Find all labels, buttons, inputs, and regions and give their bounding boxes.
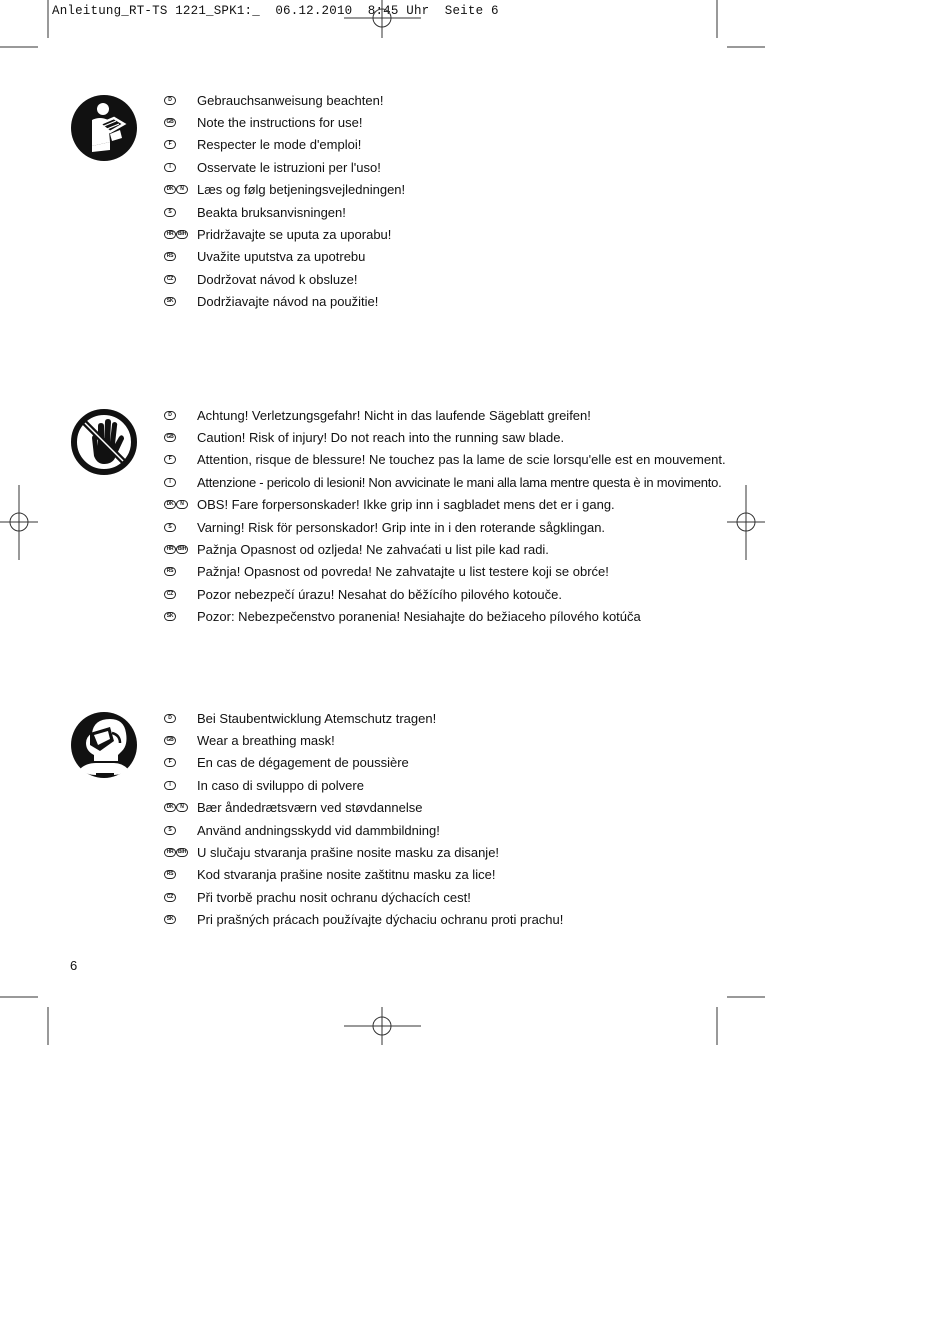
list-item bbox=[164, 909, 563, 931]
instruction-text: Pozor nebezpečí úrazu! Nesahat do běžícího pilového kotouče. bbox=[197, 586, 562, 602]
language-badge: S bbox=[164, 208, 176, 217]
language-badge: SK bbox=[164, 612, 176, 621]
language-badge: F bbox=[164, 140, 176, 149]
language-badge: HR bbox=[164, 545, 176, 554]
language-badge: RS bbox=[164, 870, 176, 879]
breathing-mask-icon bbox=[70, 711, 138, 779]
list-item bbox=[164, 134, 405, 156]
list-item bbox=[164, 538, 726, 560]
language-badge: GB bbox=[164, 118, 176, 127]
page-number: 6 bbox=[70, 958, 78, 973]
instruction-lines bbox=[164, 707, 563, 931]
instruction-text: Uvažite uputstva za upotrebu bbox=[197, 249, 366, 265]
instruction-text: Bær åndedrætsværn ved støvdannelse bbox=[197, 800, 423, 816]
list-item bbox=[164, 752, 563, 774]
list-item bbox=[164, 729, 563, 751]
list-item bbox=[164, 89, 405, 111]
list-item bbox=[164, 797, 563, 819]
list-item bbox=[164, 201, 405, 223]
instruction-text: Pažnja Opasnost od ozljeda! Ne zahvaćati u list pile kad radi. bbox=[197, 542, 549, 558]
instruction-text: En cas de dégagement de poussière bbox=[197, 755, 409, 771]
list-item bbox=[164, 156, 405, 178]
language-badge: RS bbox=[164, 567, 176, 576]
language-badge: SK bbox=[164, 297, 176, 306]
list-item bbox=[164, 111, 405, 133]
list-item bbox=[164, 268, 405, 290]
instruction-text: Læs og følg betjeningsvejledningen! bbox=[197, 182, 406, 198]
language-badge: DK bbox=[164, 500, 176, 509]
instruction-text: Attention, risque de blessure! Ne touchez pas la lame de scie lorsqu'elle est en mouvement. bbox=[197, 452, 726, 468]
list-item bbox=[164, 707, 563, 729]
language-badge: I bbox=[164, 478, 176, 487]
language-badge: GB bbox=[164, 433, 176, 442]
language-badge: BIH bbox=[177, 231, 186, 238]
language-badge: D bbox=[164, 411, 176, 420]
language-badge: CZ bbox=[164, 893, 176, 902]
instruction-text: Pridržavajte se uputa za uporabu! bbox=[197, 227, 392, 243]
language-badge: HR bbox=[164, 848, 176, 857]
instruction-text: Pri prašných prácach používajte dýchaciu ochranu proti prachu! bbox=[197, 912, 564, 928]
language-badge: DK bbox=[164, 185, 176, 194]
list-item bbox=[164, 819, 563, 841]
language-badge: F bbox=[164, 758, 176, 767]
instruction-text: Note the instructions for use! bbox=[197, 115, 363, 131]
list-item bbox=[164, 449, 726, 471]
language-badge: I bbox=[164, 163, 176, 172]
instruction-text: Varning! Risk för personskador! Grip inte in i den roterande sågklingan. bbox=[197, 519, 606, 535]
list-item bbox=[164, 471, 726, 493]
list-item bbox=[164, 494, 726, 516]
instruction-text: Attenzione - pericolo di lesioni! Non avvicinate le mani alla lama mentre questa è in movimento. bbox=[197, 474, 722, 490]
list-item bbox=[164, 561, 726, 583]
instruction-text: Respecter le mode d'emploi! bbox=[197, 137, 362, 153]
language-badge: F bbox=[164, 455, 176, 464]
list-item bbox=[164, 223, 405, 245]
language-badge: HR bbox=[164, 230, 176, 239]
language-badge: S bbox=[164, 523, 176, 532]
instruction-text: Wear a breathing mask! bbox=[197, 733, 335, 749]
list-item bbox=[164, 606, 726, 628]
instruction-text: Při tvorbě prachu nosit ochranu dýchacích cest! bbox=[197, 889, 471, 905]
instruction-text: Osservate le istruzioni per l'uso! bbox=[197, 159, 381, 175]
language-badge: DK bbox=[164, 803, 176, 812]
instruction-text: Achtung! Verletzungsgefahr! Nicht in das laufende Sägeblatt greifen! bbox=[197, 407, 591, 423]
language-badge: N bbox=[176, 185, 188, 194]
print-header: Anleitung_RT-TS 1221_SPK1:_ 06.12.2010 8:45 Uhr Seite 6 bbox=[52, 4, 499, 18]
list-item bbox=[164, 841, 563, 863]
list-item bbox=[164, 246, 405, 268]
instruction-text: Dodržiavajte návod na použitie! bbox=[197, 294, 379, 310]
list-item bbox=[164, 886, 563, 908]
language-badge: CZ bbox=[164, 275, 176, 284]
list-item bbox=[164, 291, 405, 313]
language-badge: D bbox=[164, 96, 176, 105]
language-badge: RS bbox=[164, 252, 176, 261]
instruction-lines bbox=[164, 404, 726, 628]
language-badge: N bbox=[176, 803, 188, 812]
list-item bbox=[164, 404, 726, 426]
instruction-text: Dodržovat návod k obsluze! bbox=[197, 271, 358, 287]
list-item bbox=[164, 583, 726, 605]
instruction-text: Pažnja! Opasnost od povreda! Ne zahvatajte u list testere koji se obrće! bbox=[197, 564, 609, 580]
language-badge: SK bbox=[164, 915, 176, 924]
language-badge: GB bbox=[164, 736, 176, 745]
list-item bbox=[164, 179, 405, 201]
instruction-text: OBS! Fare forpersonskader! Ikke grip inn i sagbladet mens det er i gang. bbox=[197, 497, 615, 513]
list-item bbox=[164, 864, 563, 886]
instruction-text: Beakta bruksanvisningen! bbox=[197, 204, 346, 220]
instruction-text: Bei Staubentwicklung Atemschutz tragen! bbox=[197, 710, 437, 726]
instruction-text: U slučaju stvaranja prašine nosite masku za disanje! bbox=[197, 845, 500, 861]
language-badge: N bbox=[176, 500, 188, 509]
language-badge: CZ bbox=[164, 590, 176, 599]
instruction-text: In caso di sviluppo di polvere bbox=[197, 777, 364, 793]
language-badge: I bbox=[164, 781, 176, 790]
no-hand-icon bbox=[70, 408, 138, 476]
instruction-text: Caution! Risk of injury! Do not reach into the running saw blade. bbox=[197, 430, 565, 446]
instruction-text: Pozor: Nebezpečenstvo poranenia! Nesiahajte do bežiaceho pílového kotúča bbox=[197, 609, 641, 625]
read-manual-icon bbox=[70, 94, 138, 162]
list-item bbox=[164, 516, 726, 538]
instruction-text: Använd andningsskydd vid dammbildning! bbox=[197, 822, 440, 838]
instruction-text: Kod stvaranja prašine nosite zaštitnu masku za lice! bbox=[197, 867, 496, 883]
instruction-lines bbox=[164, 89, 405, 313]
instruction-text: Gebrauchsanweisung beachten! bbox=[197, 92, 384, 108]
list-item bbox=[164, 426, 726, 448]
language-badge: S bbox=[164, 826, 176, 835]
list-item bbox=[164, 774, 563, 796]
language-badge: BIH bbox=[177, 546, 186, 553]
language-badge: BIH bbox=[177, 849, 186, 856]
language-badge: D bbox=[164, 714, 176, 723]
